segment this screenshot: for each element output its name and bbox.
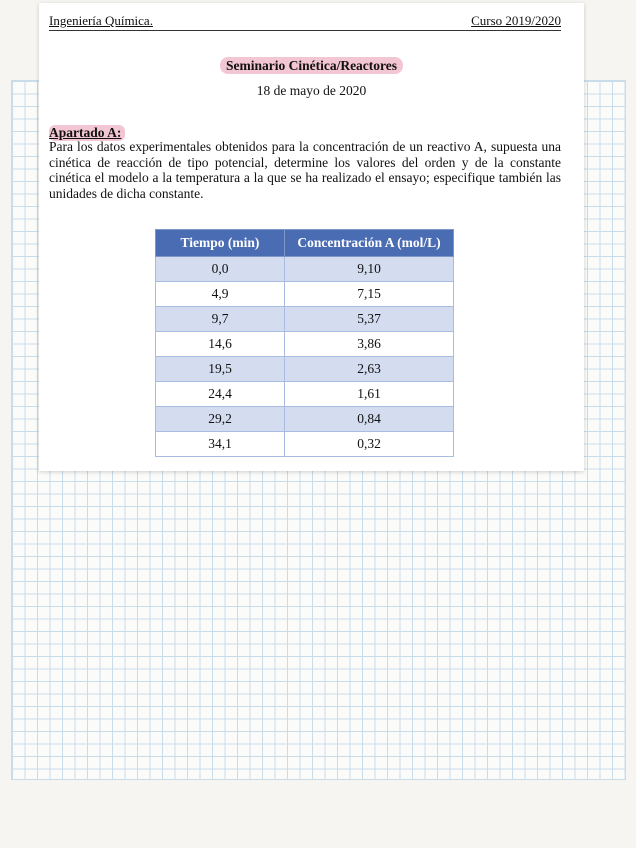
concentration-cell: 1,61	[285, 382, 454, 407]
header-course: Curso 2019/2020	[471, 13, 561, 28]
time-cell: 9,7	[156, 307, 285, 332]
time-cell: 29,2	[156, 407, 285, 432]
concentration-cell: 9,10	[285, 257, 454, 282]
page-title-wrap	[39, 57, 584, 75]
section-heading: Apartado A:	[49, 125, 125, 141]
table-row	[156, 332, 454, 357]
table-row	[156, 257, 454, 282]
concentration-cell: 3,86	[285, 332, 454, 357]
column-header-concentration: Concentración A (mol/L)	[285, 230, 454, 257]
column-header-time: Tiempo (min)	[156, 230, 285, 257]
time-cell: 34,1	[156, 432, 285, 457]
table-row	[156, 357, 454, 382]
time-cell: 19,5	[156, 357, 285, 382]
concentration-cell: 0,84	[285, 407, 454, 432]
table-row	[156, 282, 454, 307]
page-header	[49, 13, 561, 31]
data-table	[155, 229, 454, 457]
header-subject: Ingeniería Química.	[49, 13, 153, 28]
document-sheet	[39, 3, 584, 471]
time-cell: 0,0	[156, 257, 285, 282]
concentration-cell: 0,32	[285, 432, 454, 457]
time-cell: 14,6	[156, 332, 285, 357]
table-header-row	[156, 230, 454, 257]
concentration-cell: 7,15	[285, 282, 454, 307]
time-cell: 4,9	[156, 282, 285, 307]
table-row	[156, 407, 454, 432]
page-title: Seminario Cinética/Reactores	[220, 57, 403, 74]
time-cell: 24,4	[156, 382, 285, 407]
concentration-cell: 2,63	[285, 357, 454, 382]
section-paragraph: Para los datos experimentales obtenidos para la concentración de un reactivo A, supuesta una cinética de reacción de tipo potencial, determine los valores del orden y de la constante cinética el modelo a la temperatura a la que se ha realizado el ensayo; especifique también las unidades de dicha constante.	[49, 139, 561, 201]
concentration-cell: 5,37	[285, 307, 454, 332]
table-row	[156, 432, 454, 457]
table-row	[156, 382, 454, 407]
table-row	[156, 307, 454, 332]
page-date: 18 de mayo de 2020	[256, 83, 367, 98]
